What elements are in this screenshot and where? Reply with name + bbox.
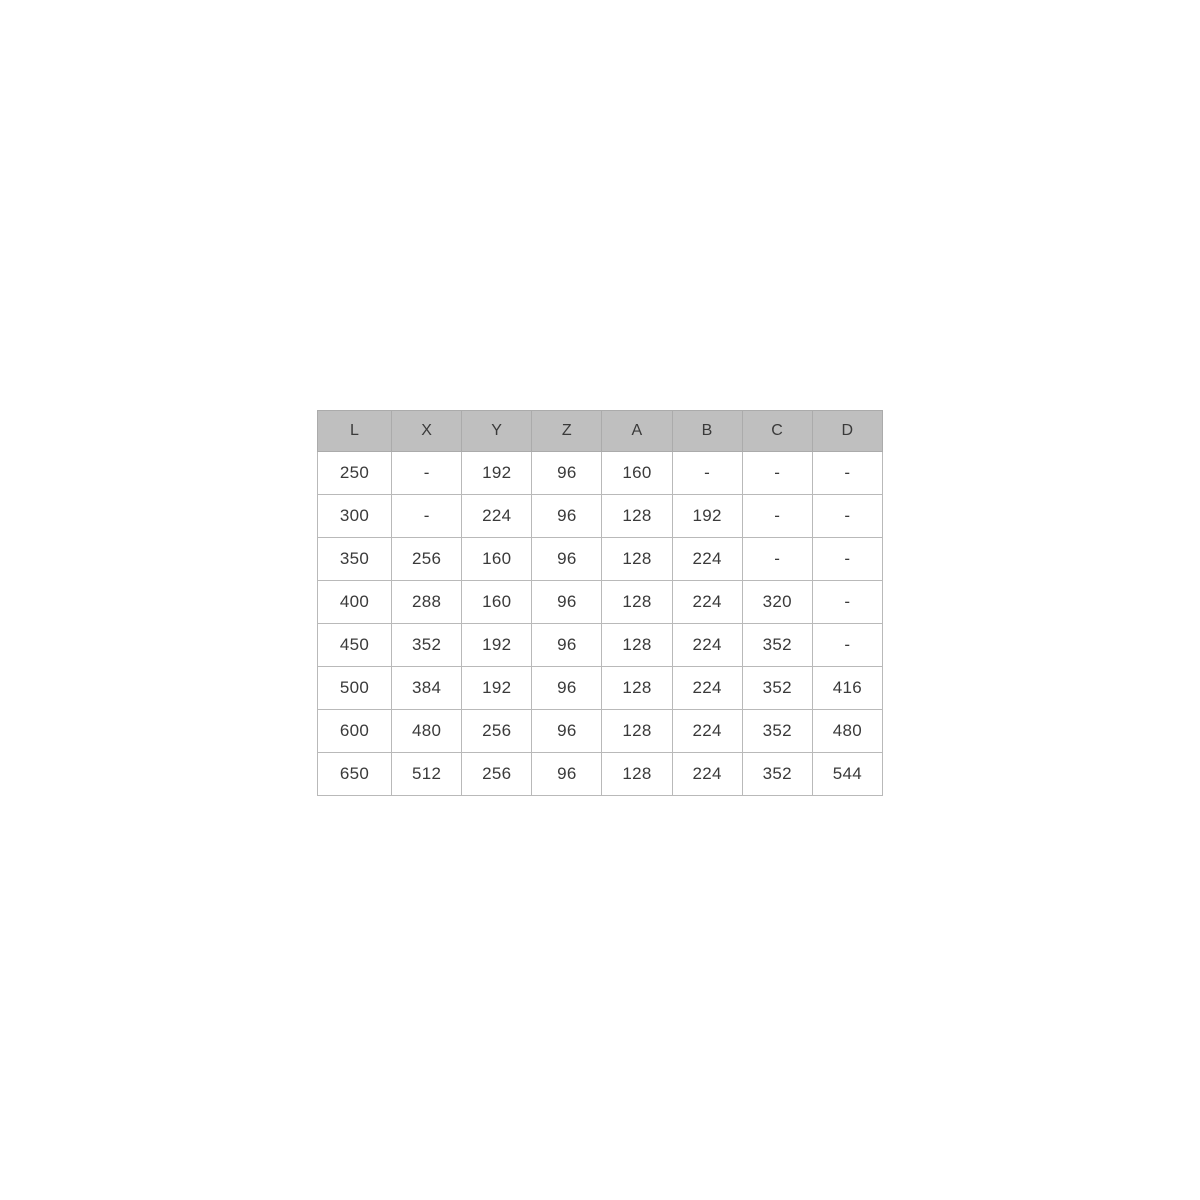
table-row: [318, 452, 883, 495]
column-header-a: A: [602, 411, 672, 452]
table-cell: 96: [532, 495, 602, 538]
table-cell: 224: [672, 753, 742, 796]
table-cell: 400: [318, 581, 392, 624]
column-header-l: L: [318, 411, 392, 452]
table-cell: 250: [318, 452, 392, 495]
table-row: [318, 710, 883, 753]
spec-table-container: [317, 410, 883, 796]
table-cell: 96: [532, 581, 602, 624]
table-cell: -: [812, 538, 882, 581]
table-cell: 300: [318, 495, 392, 538]
table-row: [318, 495, 883, 538]
table-cell: 96: [532, 624, 602, 667]
table-cell: 192: [672, 495, 742, 538]
table-cell: 500: [318, 667, 392, 710]
table-cell: 416: [812, 667, 882, 710]
table-cell: -: [742, 538, 812, 581]
table-cell: 256: [392, 538, 462, 581]
table-row: [318, 624, 883, 667]
table-cell: 96: [532, 753, 602, 796]
table-cell: 224: [672, 581, 742, 624]
table-cell: 96: [532, 710, 602, 753]
column-header-b: B: [672, 411, 742, 452]
table-cell: 96: [532, 667, 602, 710]
table-cell: 480: [812, 710, 882, 753]
table-cell: 192: [462, 624, 532, 667]
table-cell: 600: [318, 710, 392, 753]
table-cell: 350: [318, 538, 392, 581]
table-cell: 128: [602, 538, 672, 581]
table-cell: 352: [392, 624, 462, 667]
table-cell: 96: [532, 538, 602, 581]
table-cell: 96: [532, 452, 602, 495]
table-cell: 320: [742, 581, 812, 624]
column-header-c: C: [742, 411, 812, 452]
table-cell: 256: [462, 710, 532, 753]
table-cell: 288: [392, 581, 462, 624]
table-cell: 128: [602, 667, 672, 710]
column-header-z: Z: [532, 411, 602, 452]
column-header-y: Y: [462, 411, 532, 452]
column-header-x: X: [392, 411, 462, 452]
table-header: [318, 411, 883, 452]
table-cell: 128: [602, 710, 672, 753]
table-cell: 128: [602, 753, 672, 796]
table-row: [318, 753, 883, 796]
table-cell: 160: [462, 538, 532, 581]
table-cell: -: [812, 495, 882, 538]
table-cell: 192: [462, 667, 532, 710]
table-cell: 224: [462, 495, 532, 538]
table-cell: 512: [392, 753, 462, 796]
table-cell: -: [672, 452, 742, 495]
column-header-d: D: [812, 411, 882, 452]
table-cell: -: [812, 452, 882, 495]
table-cell: 352: [742, 753, 812, 796]
table-cell: 224: [672, 710, 742, 753]
table-cell: 544: [812, 753, 882, 796]
table-cell: 224: [672, 538, 742, 581]
table-cell: -: [812, 581, 882, 624]
table-cell: 128: [602, 581, 672, 624]
table-cell: -: [812, 624, 882, 667]
table-body: [318, 452, 883, 796]
table-cell: 256: [462, 753, 532, 796]
table-cell: 352: [742, 710, 812, 753]
table-cell: 128: [602, 495, 672, 538]
table-cell: 650: [318, 753, 392, 796]
table-row: [318, 581, 883, 624]
table-cell: 128: [602, 624, 672, 667]
table-cell: -: [392, 495, 462, 538]
table-cell: 160: [602, 452, 672, 495]
table-cell: 224: [672, 667, 742, 710]
table-cell: 192: [462, 452, 532, 495]
table-cell: 352: [742, 624, 812, 667]
table-row: [318, 667, 883, 710]
dimension-table: [317, 410, 883, 796]
table-cell: 480: [392, 710, 462, 753]
table-cell: -: [392, 452, 462, 495]
table-cell: -: [742, 452, 812, 495]
table-row: [318, 538, 883, 581]
table-cell: 352: [742, 667, 812, 710]
table-cell: -: [742, 495, 812, 538]
table-cell: 450: [318, 624, 392, 667]
table-cell: 160: [462, 581, 532, 624]
table-header-row: [318, 411, 883, 452]
table-cell: 384: [392, 667, 462, 710]
table-cell: 224: [672, 624, 742, 667]
